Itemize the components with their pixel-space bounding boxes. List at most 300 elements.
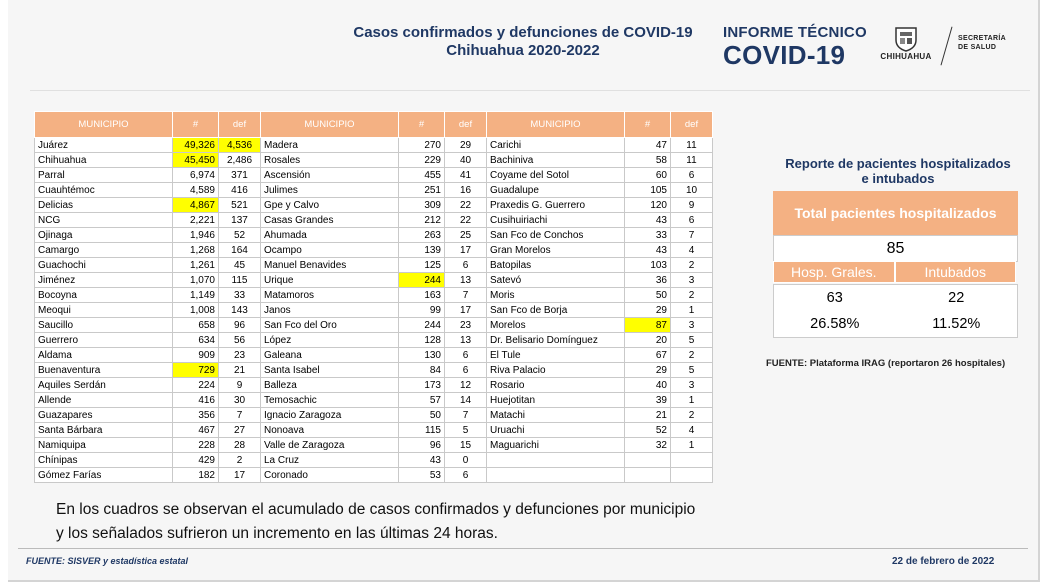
table-row xyxy=(35,333,261,348)
municipio-cell: Ocampo xyxy=(261,243,399,258)
municipio-cell: Meoqui xyxy=(35,303,173,318)
cases-cell: 270 xyxy=(399,138,445,153)
hospital-report-title xyxy=(768,156,1028,186)
municipio-cell: El Tule xyxy=(487,348,625,363)
table-row xyxy=(261,183,487,198)
cases-cell: 105 xyxy=(625,183,671,198)
cases-cell: 909 xyxy=(173,348,219,363)
table-row xyxy=(487,363,713,378)
cases-cell: 244 xyxy=(399,318,445,333)
deaths-cell: 33 xyxy=(219,288,261,303)
cases-cell: 139 xyxy=(399,243,445,258)
municipio-cell: Saucillo xyxy=(35,318,173,333)
brand-line-1: INFORME TÉCNICO xyxy=(723,24,867,41)
municipio-cell: Cusihuiriachi xyxy=(487,213,625,228)
municipio-cell: Santa Bárbara xyxy=(35,423,173,438)
table-row xyxy=(261,333,487,348)
deaths-cell: 9 xyxy=(219,378,261,393)
table-row xyxy=(35,198,261,213)
secretaria-line-1: SECRETARÍA xyxy=(958,35,1006,42)
cases-cell: 244 xyxy=(399,273,445,288)
header-col-deaths: def xyxy=(219,112,261,138)
municipality-table-2 xyxy=(260,111,487,483)
deaths-cell: 2 xyxy=(671,348,713,363)
municipio-cell: Maguarichi xyxy=(487,438,625,453)
municipio-cell: Gran Morelos xyxy=(487,243,625,258)
table-header-row xyxy=(35,112,261,138)
deaths-cell: 23 xyxy=(219,348,261,363)
municipio-cell: Delicias xyxy=(35,198,173,213)
cases-cell: 212 xyxy=(399,213,445,228)
table-row xyxy=(487,213,713,228)
hosp-grales-pct: 26.58% xyxy=(810,316,860,332)
deaths-cell: 7 xyxy=(219,408,261,423)
shield-icon xyxy=(894,26,918,52)
cases-cell: 1,946 xyxy=(173,228,219,243)
cases-cell: 115 xyxy=(399,423,445,438)
municipio-cell: Casas Grandes xyxy=(261,213,399,228)
deaths-cell: 10 xyxy=(671,183,713,198)
deaths-cell: 23 xyxy=(445,318,487,333)
cases-cell: 2,221 xyxy=(173,213,219,228)
cases-cell: 43 xyxy=(625,243,671,258)
footer-divider xyxy=(18,548,1028,549)
table-row xyxy=(35,363,261,378)
table-row xyxy=(261,243,487,258)
cases-cell: 416 xyxy=(173,393,219,408)
table-row xyxy=(35,243,261,258)
deaths-cell: 17 xyxy=(219,468,261,483)
report-slide xyxy=(8,0,1040,582)
municipio-cell: Guachochi xyxy=(35,258,173,273)
header-col-cases: # xyxy=(173,112,219,138)
table-row xyxy=(487,138,713,153)
deaths-cell: 11 xyxy=(671,138,713,153)
cases-cell: 263 xyxy=(399,228,445,243)
table-row xyxy=(35,288,261,303)
brand-line-2: COVID-19 xyxy=(723,40,846,70)
table-row xyxy=(35,273,261,288)
deaths-cell: 6 xyxy=(445,363,487,378)
secretaria-line-2: DE SALUD xyxy=(958,44,997,51)
table-row xyxy=(35,438,261,453)
cases-cell: 96 xyxy=(399,438,445,453)
cases-cell: 228 xyxy=(173,438,219,453)
header-col-cases: # xyxy=(625,112,671,138)
cases-cell: 356 xyxy=(173,408,219,423)
municipio-cell: La Cruz xyxy=(261,453,399,468)
table-row xyxy=(261,348,487,363)
municipio-cell: Dr. Belisario Domínguez xyxy=(487,333,625,348)
cases-cell: 128 xyxy=(399,333,445,348)
deaths-cell: 2 xyxy=(671,258,713,273)
municipio-cell: Aldama xyxy=(35,348,173,363)
table-row xyxy=(261,228,487,243)
deaths-cell: 29 xyxy=(445,138,487,153)
municipio-cell: Galeana xyxy=(261,348,399,363)
deaths-cell: 5 xyxy=(445,423,487,438)
municipio-cell: Julimes xyxy=(261,183,399,198)
report-brand xyxy=(723,24,867,69)
cases-cell: 67 xyxy=(625,348,671,363)
deaths-cell: 6 xyxy=(671,213,713,228)
deaths-cell xyxy=(671,468,713,483)
table-row xyxy=(487,468,713,483)
hospital-values xyxy=(773,284,1018,338)
deaths-cell: 4 xyxy=(671,243,713,258)
table-row xyxy=(35,453,261,468)
cases-cell: 47 xyxy=(625,138,671,153)
cases-cell: 224 xyxy=(173,378,219,393)
cases-cell: 40 xyxy=(625,378,671,393)
deaths-cell: 56 xyxy=(219,333,261,348)
deaths-cell: 6 xyxy=(671,168,713,183)
cases-cell xyxy=(625,468,671,483)
municipio-cell: Uruachi xyxy=(487,423,625,438)
cases-cell: 634 xyxy=(173,333,219,348)
cases-cell: 53 xyxy=(399,468,445,483)
municipio-cell: Ascensión xyxy=(261,168,399,183)
chihuahua-logo xyxy=(876,26,936,61)
cases-cell: 50 xyxy=(625,288,671,303)
table-row xyxy=(487,438,713,453)
table-row xyxy=(487,303,713,318)
deaths-cell: 41 xyxy=(445,168,487,183)
municipio-cell: Chihuahua xyxy=(35,153,173,168)
cases-cell: 50 xyxy=(399,408,445,423)
hosp-grales-count: 63 xyxy=(826,290,843,306)
municipio-cell: NCG xyxy=(35,213,173,228)
municipio-cell: López xyxy=(261,333,399,348)
deaths-cell: 3 xyxy=(671,378,713,393)
municipio-cell: Janos xyxy=(261,303,399,318)
deaths-cell xyxy=(671,453,713,468)
table-header-row xyxy=(261,112,487,138)
header-divider xyxy=(30,90,1030,91)
deaths-cell: 521 xyxy=(219,198,261,213)
municipio-cell: Ojinaga xyxy=(35,228,173,243)
municipio-cell: Camargo xyxy=(35,243,173,258)
municipio-cell: Bachiniva xyxy=(487,153,625,168)
municipio-cell: Rosales xyxy=(261,153,399,168)
table-row xyxy=(487,243,713,258)
cases-cell: 45,450 xyxy=(173,153,219,168)
table-row xyxy=(35,393,261,408)
report-date: 22 de febrero de 2022 xyxy=(892,556,995,567)
hospital-total-value: 85 xyxy=(773,235,1018,262)
table-row xyxy=(487,288,713,303)
cases-cell: 60 xyxy=(625,168,671,183)
deaths-cell: 11 xyxy=(671,153,713,168)
header-col-cases: # xyxy=(399,112,445,138)
header-col-deaths: def xyxy=(671,112,713,138)
cases-cell: 1,008 xyxy=(173,303,219,318)
table-row xyxy=(261,153,487,168)
municipio-cell: Rosario xyxy=(487,378,625,393)
municipio-cell: Batopilas xyxy=(487,258,625,273)
deaths-cell: 137 xyxy=(219,213,261,228)
cases-cell: 1,261 xyxy=(173,258,219,273)
table-row xyxy=(261,258,487,273)
table-row xyxy=(35,468,261,483)
table-row xyxy=(35,318,261,333)
table-row xyxy=(261,138,487,153)
header-col-deaths: def xyxy=(445,112,487,138)
cases-cell xyxy=(625,453,671,468)
municipio-cell: Carichi xyxy=(487,138,625,153)
municipio-cell: Morelos xyxy=(487,318,625,333)
table-row xyxy=(35,228,261,243)
municipio-cell: Guadalupe xyxy=(487,183,625,198)
table-row xyxy=(35,138,261,153)
deaths-cell: 13 xyxy=(445,273,487,288)
table-row xyxy=(487,333,713,348)
cases-cell: 4,867 xyxy=(173,198,219,213)
deaths-cell: 416 xyxy=(219,183,261,198)
cases-cell: 43 xyxy=(625,213,671,228)
municipio-cell: Jiménez xyxy=(35,273,173,288)
deaths-cell: 17 xyxy=(445,303,487,318)
table-row xyxy=(261,453,487,468)
deaths-cell: 28 xyxy=(219,438,261,453)
deaths-cell: 6 xyxy=(445,468,487,483)
cases-cell: 52 xyxy=(625,423,671,438)
deaths-cell: 3 xyxy=(671,273,713,288)
deaths-cell: 2,486 xyxy=(219,153,261,168)
deaths-cell: 1 xyxy=(671,438,713,453)
municipio-cell: Satevó xyxy=(487,273,625,288)
deaths-cell: 15 xyxy=(445,438,487,453)
table-row xyxy=(487,348,713,363)
table-row xyxy=(35,378,261,393)
table-row xyxy=(261,438,487,453)
municipio-cell: Manuel Benavides xyxy=(261,258,399,273)
cases-cell: 125 xyxy=(399,258,445,273)
deaths-cell: 17 xyxy=(445,243,487,258)
municipio-cell: Parral xyxy=(35,168,173,183)
deaths-cell: 0 xyxy=(445,453,487,468)
municipio-cell: Juárez xyxy=(35,138,173,153)
deaths-cell: 52 xyxy=(219,228,261,243)
table-row xyxy=(261,408,487,423)
municipio-cell: Coronado xyxy=(261,468,399,483)
table-row xyxy=(35,153,261,168)
cases-cell: 49,326 xyxy=(173,138,219,153)
cases-cell: 32 xyxy=(625,438,671,453)
deaths-cell: 22 xyxy=(445,213,487,228)
table-row xyxy=(261,288,487,303)
municipio-cell: San Fco de Conchos xyxy=(487,228,625,243)
deaths-cell: 5 xyxy=(671,333,713,348)
municipio-cell xyxy=(487,468,625,483)
deaths-cell: 9 xyxy=(671,198,713,213)
deaths-cell: 2 xyxy=(219,453,261,468)
cases-cell: 29 xyxy=(625,363,671,378)
cases-cell: 173 xyxy=(399,378,445,393)
deaths-cell: 27 xyxy=(219,423,261,438)
deaths-cell: 164 xyxy=(219,243,261,258)
municipio-cell: Praxedis G. Guerrero xyxy=(487,198,625,213)
cases-cell: 57 xyxy=(399,393,445,408)
deaths-cell: 30 xyxy=(219,393,261,408)
deaths-cell: 12 xyxy=(445,378,487,393)
cases-cell: 20 xyxy=(625,333,671,348)
municipio-cell: Coyame del Sotol xyxy=(487,168,625,183)
deaths-cell: 13 xyxy=(445,333,487,348)
municipio-cell: Matachi xyxy=(487,408,625,423)
deaths-cell: 5 xyxy=(671,363,713,378)
table-row xyxy=(35,213,261,228)
table-row xyxy=(35,423,261,438)
cases-cell: 87 xyxy=(625,318,671,333)
deaths-cell: 6 xyxy=(445,258,487,273)
table-row xyxy=(487,378,713,393)
cases-cell: 36 xyxy=(625,273,671,288)
cases-cell: 43 xyxy=(399,453,445,468)
hospital-title-line-1: Reporte de pacientes hospitalizados xyxy=(785,156,1011,171)
deaths-cell: 14 xyxy=(445,393,487,408)
municipio-cell: Namiquipa xyxy=(35,438,173,453)
deaths-cell: 45 xyxy=(219,258,261,273)
cases-cell: 1,268 xyxy=(173,243,219,258)
table-row xyxy=(261,378,487,393)
hosp-grales-label: Hosp. Grales. xyxy=(773,261,895,283)
table-row xyxy=(35,183,261,198)
hospital-title-line-2: e intubados xyxy=(861,171,935,186)
title-line-2: Chihuahua 2020-2022 xyxy=(446,42,600,59)
municipio-cell xyxy=(487,453,625,468)
deaths-cell: 4,536 xyxy=(219,138,261,153)
municipio-cell: Moris xyxy=(487,288,625,303)
municipio-cell: Aquiles Serdán xyxy=(35,378,173,393)
cases-cell: 1,070 xyxy=(173,273,219,288)
cases-cell: 658 xyxy=(173,318,219,333)
municipio-cell: Cuauhtémoc xyxy=(35,183,173,198)
deaths-cell: 7 xyxy=(445,408,487,423)
state-logo-label: CHIHUAHUA xyxy=(880,52,932,61)
municipio-cell: Guazapares xyxy=(35,408,173,423)
deaths-cell: 1 xyxy=(671,303,713,318)
cases-cell: 33 xyxy=(625,228,671,243)
data-source: FUENTE: SISVER y estadística estatal xyxy=(26,556,189,566)
logo-divider xyxy=(941,27,953,66)
table-row xyxy=(487,423,713,438)
cases-cell: 39 xyxy=(625,393,671,408)
municipio-cell: Allende xyxy=(35,393,173,408)
table-row xyxy=(261,363,487,378)
cases-cell: 58 xyxy=(625,153,671,168)
intubados-label: Intubados xyxy=(895,261,1017,283)
header-col-municipio: MUNICIPIO xyxy=(487,112,625,138)
cases-cell: 4,589 xyxy=(173,183,219,198)
header-col-municipio: MUNICIPIO xyxy=(35,112,173,138)
footnote: En los cuadros se observan el acumulado de casos confirmados y defunciones por municipio y los señalados sufrieron un incremento en las últimas 24 horas. xyxy=(56,501,696,542)
deaths-cell: 6 xyxy=(445,348,487,363)
table-row xyxy=(261,213,487,228)
municipio-cell: Ahumada xyxy=(261,228,399,243)
municipality-table-1 xyxy=(34,111,261,483)
cases-cell: 429 xyxy=(173,453,219,468)
deaths-cell: 22 xyxy=(445,198,487,213)
cases-cell: 29 xyxy=(625,303,671,318)
deaths-cell: 16 xyxy=(445,183,487,198)
table-row xyxy=(261,468,487,483)
deaths-cell: 7 xyxy=(671,228,713,243)
deaths-cell: 7 xyxy=(445,288,487,303)
municipio-cell: Urique xyxy=(261,273,399,288)
cases-cell: 99 xyxy=(399,303,445,318)
cases-cell: 103 xyxy=(625,258,671,273)
page-title xyxy=(328,24,718,60)
cases-cell: 130 xyxy=(399,348,445,363)
cases-cell: 120 xyxy=(625,198,671,213)
deaths-cell: 2 xyxy=(671,408,713,423)
table-row xyxy=(35,168,261,183)
header-col-municipio: MUNICIPIO xyxy=(261,112,399,138)
municipio-cell: Bocoyna xyxy=(35,288,173,303)
deaths-cell: 25 xyxy=(445,228,487,243)
municipio-cell: Gómez Farías xyxy=(35,468,173,483)
table-row xyxy=(487,273,713,288)
municipio-cell: Nonoava xyxy=(261,423,399,438)
municipio-cell: San Fco del Oro xyxy=(261,318,399,333)
secretaria-logo xyxy=(958,34,1006,52)
table-row xyxy=(35,258,261,273)
hospital-sub-headers xyxy=(773,261,1016,283)
deaths-cell: 1 xyxy=(671,393,713,408)
municipio-cell: Riva Palacio xyxy=(487,363,625,378)
table-row xyxy=(487,183,713,198)
table-row xyxy=(487,198,713,213)
table-row xyxy=(261,168,487,183)
table-row xyxy=(487,168,713,183)
deaths-cell: 40 xyxy=(445,153,487,168)
table-row xyxy=(261,393,487,408)
hospital-total-header: Total pacientes hospitalizados xyxy=(773,191,1018,235)
deaths-cell: 371 xyxy=(219,168,261,183)
municipio-cell: Madera xyxy=(261,138,399,153)
municipio-cell: Temosachic xyxy=(261,393,399,408)
table-row xyxy=(35,408,261,423)
cases-cell: 1,149 xyxy=(173,288,219,303)
table-row xyxy=(487,318,713,333)
deaths-cell: 96 xyxy=(219,318,261,333)
cases-cell: 6,974 xyxy=(173,168,219,183)
cases-cell: 467 xyxy=(173,423,219,438)
municipio-cell: Chínipas xyxy=(35,453,173,468)
municipio-cell: Balleza xyxy=(261,378,399,393)
title-line-1: Casos confirmados y defunciones de COVID-19 xyxy=(353,24,693,41)
municipio-cell: Matamoros xyxy=(261,288,399,303)
deaths-cell: 21 xyxy=(219,363,261,378)
table-row xyxy=(261,273,487,288)
municipio-cell: Santa Isabel xyxy=(261,363,399,378)
table-row xyxy=(261,318,487,333)
deaths-cell: 143 xyxy=(219,303,261,318)
table-row xyxy=(261,303,487,318)
municipio-cell: Ignacio Zaragoza xyxy=(261,408,399,423)
table-row xyxy=(35,303,261,318)
municipio-cell: Huejotitan xyxy=(487,393,625,408)
cases-cell: 229 xyxy=(399,153,445,168)
intubados-count: 22 xyxy=(948,290,965,306)
table-row xyxy=(487,393,713,408)
municipio-cell: Valle de Zaragoza xyxy=(261,438,399,453)
municipality-table-3 xyxy=(486,111,713,483)
municipio-cell: Buenaventura xyxy=(35,363,173,378)
table-row xyxy=(35,348,261,363)
table-row xyxy=(487,228,713,243)
